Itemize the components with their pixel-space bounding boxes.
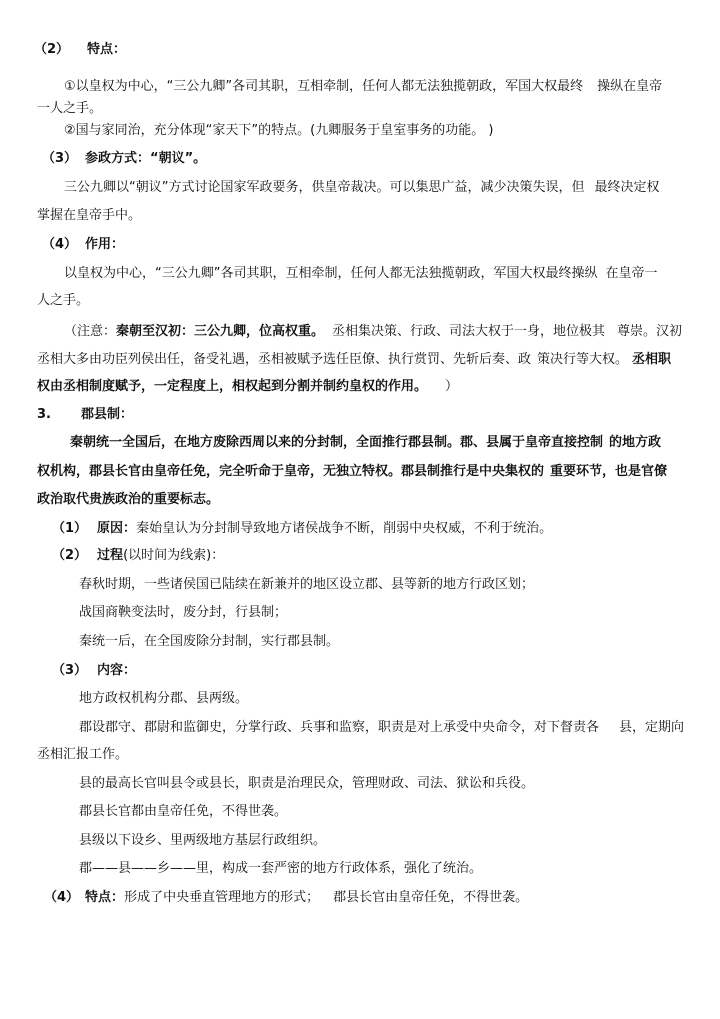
section-number: （3） [42, 151, 78, 166]
section-title: 郡县制： [80, 407, 133, 422]
paragraph-line: 郡县长官都由皇帝任免，不得世袭。 [79, 804, 288, 819]
section-number: （4） [44, 890, 80, 905]
paragraph-line: 秦统一后，在全国废除分封制，实行郡县制。 [79, 634, 340, 649]
section-title: 特点： [87, 42, 127, 57]
subsection-line: （2） 过程(以时间为线索)： [52, 548, 225, 563]
paragraph-line: 人之手。 [37, 293, 90, 308]
section-title: 原因： [97, 521, 137, 536]
section-title: 特点： [85, 890, 125, 905]
paragraph-line: 掌握在皇帝手中。 [37, 208, 142, 223]
section-number: （2） [34, 42, 70, 57]
paragraph-line: 战国商鞅变法时，废分封，行县制； [79, 605, 288, 620]
paragraph-line: ②国与家同治，充分体现“家天下”的特点。(九卿服务于皇室事务的功能。 ) [64, 123, 494, 138]
paragraph-line: 县的最高长官叫县令或县长，职责是治理民众，管理财政、司法、狱讼和兵役。 [79, 776, 535, 791]
section-heading [0, 235, 720, 255]
section-number: （1） [52, 521, 88, 536]
section-title: 参政方式：“朝议”。 [85, 151, 207, 166]
note-line: 丞相大多由功臣列侯出任，备受礼遇，丞相被赋予选任臣僚、执行赏罚、先斩后奏、政 策决行等大权。 丞相职 [37, 352, 672, 367]
paragraph-line: 郡——县——乡——里，构成一套严密的地方行政体系，强化了统治。 [79, 861, 483, 876]
paragraph-line: 政治取代贵族政治的重要标志。 [37, 492, 220, 507]
section-heading [0, 149, 720, 169]
paragraph-line: 三公九卿以“朝议”方式讨论国家军政要务，供皇帝裁决。可以集思广益，减少决策失误，但 最终决定权 [64, 180, 660, 195]
subsection-line: （4） 特点：形成了中央垂直管理地方的形式； 郡县长官由皇帝任免，不得世袭。 [44, 890, 529, 905]
paragraph-line: 春秋时期，一些诸侯国已陆续在新兼并的地区设立郡、县等新的地方行政区划； [79, 577, 535, 592]
paragraph-line: 县级以下设乡、里两级地方基层行政组织。 [79, 833, 327, 848]
paragraph-line: 一人之手。 [37, 101, 103, 116]
paragraph-line: 丞相汇报工作。 [37, 747, 129, 762]
paragraph-line: 权机构，郡县长官由皇帝任免，完全听命于皇帝，无独立特权。郡县制推行是中央集权的 重要环节，也是官僚 [37, 464, 668, 479]
section-number: （3） [52, 663, 88, 678]
section-title: 过程 [97, 548, 124, 563]
paragraph-line: 地方政权机构分郡、县两级。 [79, 691, 249, 706]
section-heading [0, 40, 720, 60]
section-title: 作用： [85, 237, 125, 252]
section-number: 3. [37, 407, 51, 422]
paragraph-line: ①以皇权为中心，“三公九卿”各司其职，互相牵制，任何人都无法独揽朝政，军国大权最终 操纵在皇帝 [64, 79, 663, 94]
paragraph-line: 秦朝统一全国后，在地方废除西周以来的分封制，全面推行郡县制。郡、县属于皇帝直接控制 的地方政 [70, 435, 662, 450]
note-line: 权由丞相制度赋予，一定程度上，相权起到分割并制约皇权的作用。 ） [37, 379, 459, 394]
note-line: （注意：秦朝至汉初：三公九卿，位高权重。 丞相集决策、行政、司法大权于一身，地位极其 尊崇。汉初 [64, 324, 683, 339]
section-number: （2） [52, 548, 88, 563]
subsection-line [0, 661, 720, 681]
paragraph-line: 郡设郡守、郡尉和监御史，分掌行政、兵事和监察，职责是对上承受中央命令，对下督责各 县，定期向 [79, 720, 685, 735]
section-heading [0, 405, 720, 425]
section-number: （4） [42, 237, 78, 252]
subsection-line: （1） 原因：秦始皇认为分封制导致地方诸侯战争不断，削弱中央权威，不利于统治。 [52, 521, 553, 536]
paragraph-line: 以皇权为中心，“三公九卿”各司其职，互相牵制，任何人都无法独揽朝政，军国大权最终操纵 在皇帝一 [64, 266, 658, 281]
section-title: 内容： [97, 663, 137, 678]
